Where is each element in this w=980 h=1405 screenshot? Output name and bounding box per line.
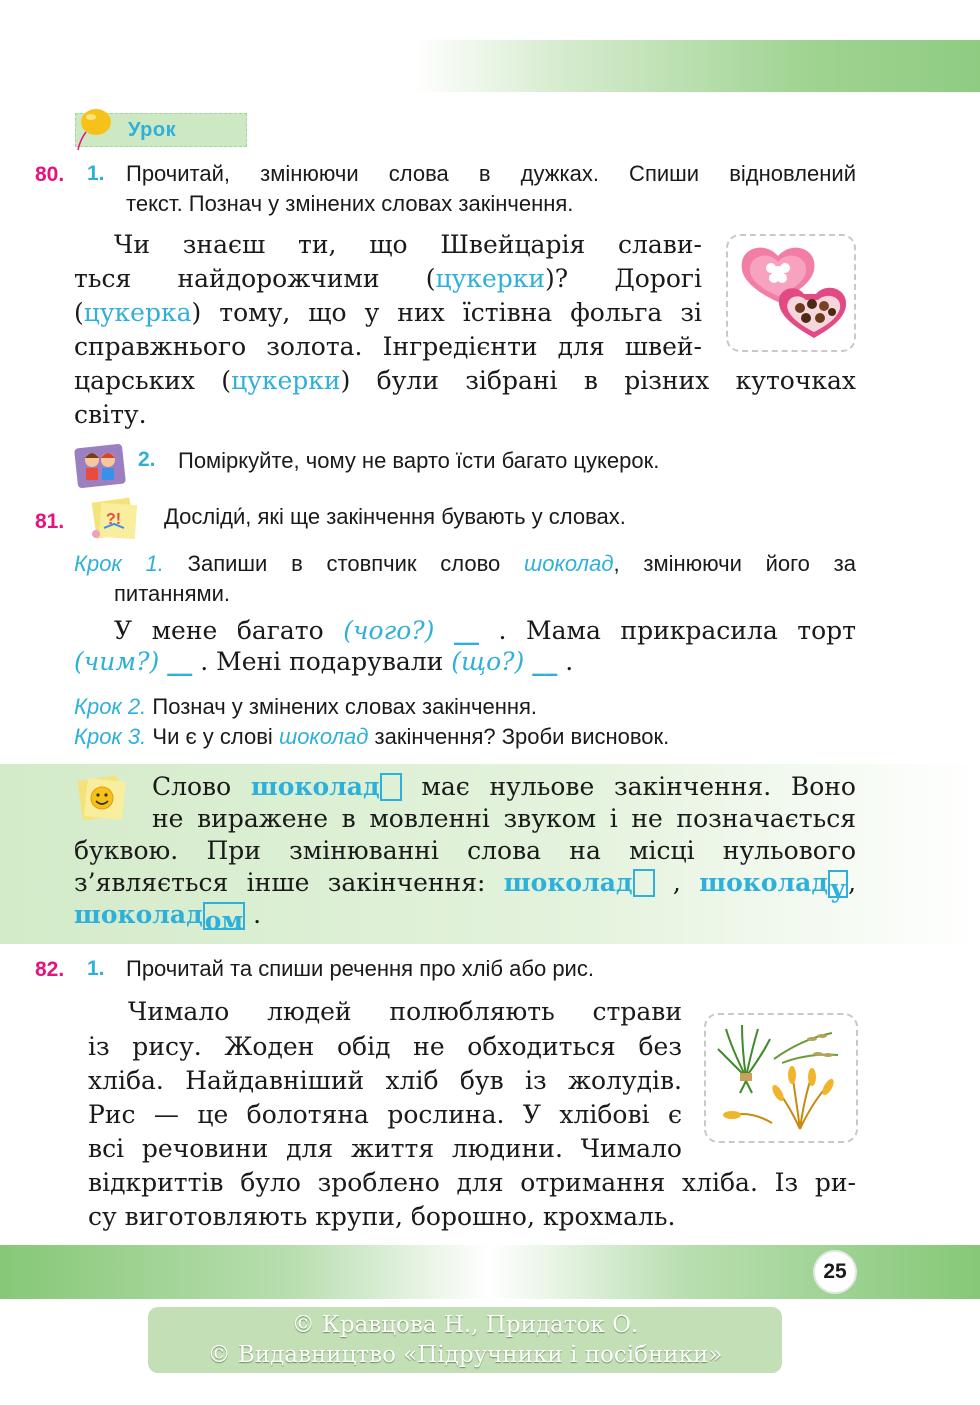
ending-box: у bbox=[828, 870, 848, 898]
zero-ending-box bbox=[380, 773, 402, 801]
task-number: 1. bbox=[87, 957, 105, 980]
grain-image bbox=[704, 1013, 858, 1143]
text-line: хліба. Найдавніший хліб був із жолудів. bbox=[88, 1066, 682, 1095]
step-1: Крок 1. Запиши в стовпчик слово шоколад, змінюючи його за bbox=[74, 551, 856, 576]
text-line: відкриттів було зроблено для отримання хліба. Із ри- bbox=[88, 1168, 856, 1197]
exercise-number-80: 80. bbox=[35, 163, 65, 186]
step-label: Крок 2. bbox=[74, 694, 147, 719]
smiley-note-icon bbox=[74, 772, 130, 824]
rule-line: не виражене в мовленні звуком і не позначається bbox=[152, 804, 856, 833]
word-form: шокола bbox=[699, 868, 812, 897]
rule-line: з’являється інше закінчення: шоколад , шоколаду, bbox=[74, 868, 857, 903]
task-number: 1. bbox=[87, 162, 105, 185]
text-line: світу. bbox=[74, 400, 147, 429]
rule-line: шоколадом . bbox=[74, 900, 262, 935]
text-line: справжнього золота. Інгредієнти для швей- bbox=[74, 332, 702, 361]
rule-line: Слово шоколад має нульове закінчення. Воно bbox=[152, 772, 856, 801]
fill-sentence: (чим?) __ . Мені подарували (що?) __ . bbox=[74, 647, 574, 676]
exercise-number-82: 82. bbox=[35, 958, 65, 981]
exercise-number-81: 81. bbox=[35, 510, 65, 533]
text-line: Чимало людей полюбляють страви bbox=[128, 997, 682, 1026]
copyright-authors: © Кравцова Н., Придаток О. bbox=[291, 1312, 639, 1338]
text-line: із рису. Жоден обід не обходиться без bbox=[88, 1032, 682, 1061]
answer-blank: __ bbox=[532, 647, 558, 676]
step-1-cont: питаннями. bbox=[114, 581, 231, 606]
text-line: су виготовляють крупи, борошно, крохмаль. bbox=[88, 1202, 676, 1231]
ending-box: ом bbox=[203, 902, 245, 930]
top-decor-band bbox=[415, 40, 980, 92]
copyright-footer bbox=[148, 1307, 782, 1373]
lesson-label: Урок bbox=[128, 119, 177, 141]
step-2: Крок 2. Познач у змінених словах закінчення. bbox=[74, 694, 538, 719]
word-to-change: цукерки bbox=[231, 366, 341, 395]
step-3: Крок 3. Чи є у слові шоколад закінчення? Зроби висновок. bbox=[74, 724, 670, 749]
balloon-icon bbox=[72, 104, 116, 154]
task-instruction-cont: текст. Познач у змінених словах закінчення. bbox=[126, 191, 574, 216]
candy-box-icon bbox=[734, 242, 850, 346]
task-instruction: Досліди́, які ще закінчення бувають у словах. bbox=[164, 504, 626, 529]
step-label: Крок 1. bbox=[74, 551, 164, 576]
step-label: Крок 3. bbox=[74, 724, 147, 749]
zero-ending-box bbox=[633, 869, 655, 897]
text-line: всі речовини для життя людини. Чимало bbox=[88, 1134, 682, 1163]
candy-box-image bbox=[726, 234, 856, 352]
question-hint: (що?) bbox=[451, 647, 525, 676]
text-line: ться найдорожчими (цукерки)? Дорогі bbox=[74, 264, 702, 293]
answer-blank: __ bbox=[167, 647, 193, 676]
task-number: 2. bbox=[138, 448, 156, 471]
word-to-change: цукерка bbox=[83, 298, 192, 327]
children-icon bbox=[72, 440, 128, 490]
fill-sentence: У мене багато (чого?) __ . Мама прикрасила торт bbox=[114, 616, 856, 645]
research-notes-icon bbox=[86, 494, 142, 544]
rule-word: шоколад bbox=[250, 772, 380, 801]
copyright-publisher: © Видавництво «Підручники і посібники» bbox=[207, 1342, 723, 1368]
task-instruction: Поміркуйте, чому не варто їсти багато цукерок. bbox=[178, 448, 660, 473]
text-line: (цукерка) тому, що у них їстівна фольга зі bbox=[74, 298, 702, 327]
text-line: Рис — це болотяна рослина. У хлібові є bbox=[88, 1100, 682, 1129]
wheat-rice-icon bbox=[712, 1019, 852, 1139]
svg-text:?!: ?! bbox=[106, 511, 122, 528]
question-hint: (чим?) bbox=[74, 647, 160, 676]
task-instruction: Прочитай, змінюючи слова в дужках. Спиши відновлений bbox=[126, 161, 856, 186]
word-form: шоколад bbox=[74, 900, 203, 929]
page-number: 25 bbox=[813, 1250, 857, 1294]
word-to-change: цукерки bbox=[435, 264, 546, 293]
question-hint: (чого?) bbox=[343, 616, 435, 645]
text-line: Чи знаєш ти, що Швейцарія слави- bbox=[114, 230, 702, 259]
answer-blank: __ bbox=[453, 616, 479, 645]
text-line: царських (цукерки) були зібрані в різних куточках bbox=[74, 366, 856, 395]
rule-line: буквою. При змінюванні слова на місці нульового bbox=[74, 836, 856, 865]
word-form: шоколад bbox=[503, 868, 633, 897]
task-instruction: Прочитай та спиши речення про хліб або рис. bbox=[126, 956, 594, 981]
